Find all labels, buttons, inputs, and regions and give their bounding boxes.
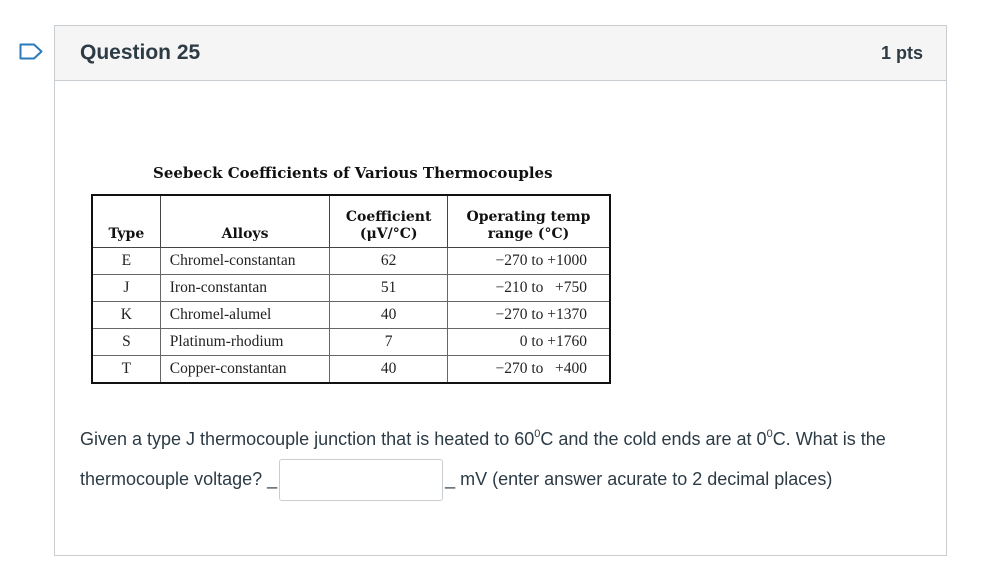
table-row bbox=[92, 356, 610, 383]
seebeck-table-figure bbox=[91, 164, 611, 384]
question-title: Question 25 bbox=[80, 41, 201, 64]
cell-alloy: Iron-constantan bbox=[160, 275, 330, 302]
table-row bbox=[92, 329, 610, 356]
header-type: Type bbox=[92, 195, 160, 248]
table-row bbox=[92, 248, 610, 275]
header-range-line2: range (°C) bbox=[487, 226, 570, 242]
table-caption: Seebeck Coefficients of Various Thermocouples bbox=[153, 164, 553, 182]
cell-type: J bbox=[92, 275, 160, 302]
cell-coefficient: 51 bbox=[330, 275, 448, 302]
question-prompt bbox=[80, 420, 930, 501]
table-header-row bbox=[92, 195, 610, 248]
prompt-superscript: 0 bbox=[766, 428, 773, 440]
cell-range: −270 to +1000 bbox=[448, 248, 610, 275]
header-alloys: Alloys bbox=[160, 195, 330, 248]
flag-question-icon[interactable] bbox=[19, 43, 43, 60]
question-card bbox=[54, 25, 947, 556]
header-coef-line1: Coefficient bbox=[345, 209, 432, 225]
cell-range: 0 to +1760 bbox=[448, 329, 610, 356]
header-coefficient bbox=[330, 195, 448, 248]
prompt-text-3: C. What is the thermocouple voltage? _ bbox=[80, 429, 886, 489]
cell-range: −210 to +750 bbox=[448, 275, 610, 302]
cell-coefficient: 40 bbox=[330, 302, 448, 329]
cell-range: −270 to +400 bbox=[448, 356, 610, 383]
table-row bbox=[92, 302, 610, 329]
cell-coefficient: 62 bbox=[330, 248, 448, 275]
cell-coefficient: 40 bbox=[330, 356, 448, 383]
cell-range: −270 to +1370 bbox=[448, 302, 610, 329]
cell-type: K bbox=[92, 302, 160, 329]
cell-type: T bbox=[92, 356, 160, 383]
cell-alloy: Copper-constantan bbox=[160, 356, 330, 383]
cell-alloy: Platinum-rhodium bbox=[160, 329, 330, 356]
question-points: 1 pts bbox=[880, 42, 923, 63]
cell-alloy: Chromel-alumel bbox=[160, 302, 330, 329]
cell-coefficient: 7 bbox=[330, 329, 448, 356]
header-range-line1: Operating temp bbox=[466, 209, 591, 225]
table-row bbox=[92, 275, 610, 302]
header-coef-line2: (μV/°C) bbox=[359, 226, 418, 242]
prompt-text-4: _ mV (enter answer acurate to 2 decimal places) bbox=[445, 468, 833, 489]
seebeck-table bbox=[91, 194, 611, 384]
prompt-superscript: 0 bbox=[534, 428, 541, 440]
header-range bbox=[448, 195, 610, 248]
cell-type: S bbox=[92, 329, 160, 356]
answer-input[interactable] bbox=[279, 459, 443, 501]
cell-alloy: Chromel-constantan bbox=[160, 248, 330, 275]
prompt-text-2: C and the cold ends are at 0 bbox=[540, 429, 767, 449]
prompt-text-1: Given a type J thermocouple junction that is heated to 60 bbox=[80, 429, 535, 449]
cell-type: E bbox=[92, 248, 160, 275]
question-header bbox=[55, 26, 946, 81]
